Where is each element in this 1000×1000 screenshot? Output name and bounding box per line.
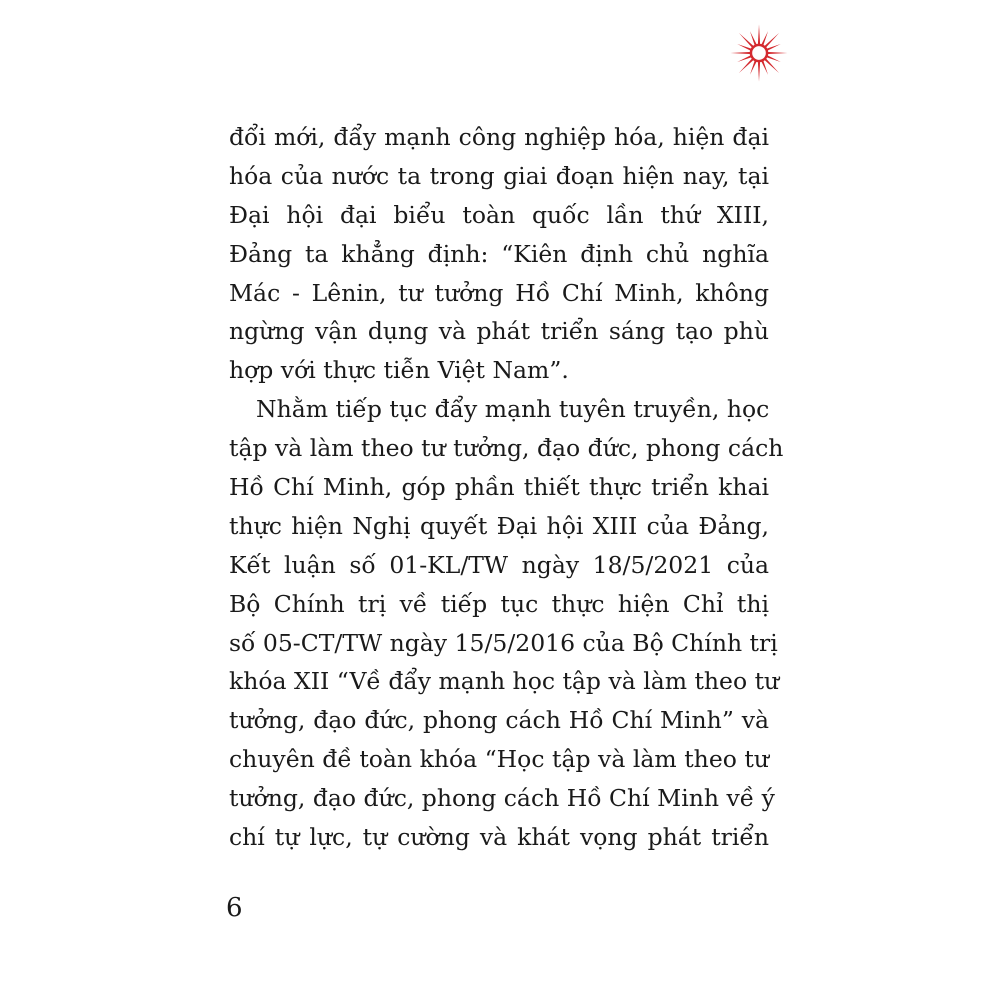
publisher-star-icon: [728, 22, 790, 84]
logo-ray: [739, 57, 755, 73]
text-line: Nhằm tiếp tục đẩy mạnh tuyên truyền, học: [256, 395, 770, 424]
text-line: Hồ Chí Minh, góp phần thiết thực triển khai: [229, 473, 769, 502]
page-number: 6: [226, 893, 243, 923]
text-line: tưởng, đạo đức, phong cách Hồ Chí Minh” và: [229, 706, 769, 735]
text-line: khóa XII “Về đẩy mạnh học tập và làm theo tư: [229, 667, 780, 696]
text-line: Mác - Lênin, tư tưởng Hồ Chí Minh, không: [229, 278, 769, 307]
text-line: Bộ Chính trị về tiếp tục thực hiện Chỉ thị: [229, 589, 769, 618]
logo-ray: [739, 33, 755, 49]
logo-ray: [766, 52, 787, 54]
body-text: [229, 118, 784, 857]
text-line: số 05-CT/TW ngày 15/5/2016 của Bộ Chính trị: [229, 628, 778, 657]
text-line: Đại hội đại biểu toàn quốc lần thứ XIII,: [229, 200, 769, 229]
text-line: hóa của nước ta trong giai đoạn hiện nay, tại: [229, 161, 769, 190]
text-line: chuyên đề toàn khóa “Học tập và làm theo tư: [229, 745, 769, 774]
logo-ray: [763, 57, 779, 73]
logo-ray: [758, 60, 760, 81]
text-line: chí tự lực, tự cường và khát vọng phát triển: [229, 823, 769, 852]
text-line: ngừng vận dụng và phát triển sáng tạo phù: [229, 317, 769, 346]
logo-ray: [763, 33, 779, 49]
logo-center: [751, 45, 767, 61]
paragraph: [229, 390, 784, 857]
logo-ray: [758, 24, 760, 45]
text-line: thực hiện Nghị quyết Đại hội XIII của Đảng,: [229, 511, 769, 540]
logo-ray: [730, 52, 751, 54]
text-line: Đảng ta khẳng định: “Kiên định chủ nghĩa: [229, 239, 769, 268]
text-line: tập và làm theo tư tưởng, đạo đức, phong cách: [229, 434, 784, 463]
text-line: tưởng, đạo đức, phong cách Hồ Chí Minh về ý: [229, 784, 775, 813]
text-line: Kết luận số 01-KL/TW ngày 18/5/2021 của: [229, 550, 769, 579]
text-line: hợp với thực tiễn Việt Nam”.: [229, 356, 569, 385]
text-line: đổi mới, đẩy mạnh công nghiệp hóa, hiện đại: [229, 123, 769, 151]
paragraph: [229, 118, 769, 390]
